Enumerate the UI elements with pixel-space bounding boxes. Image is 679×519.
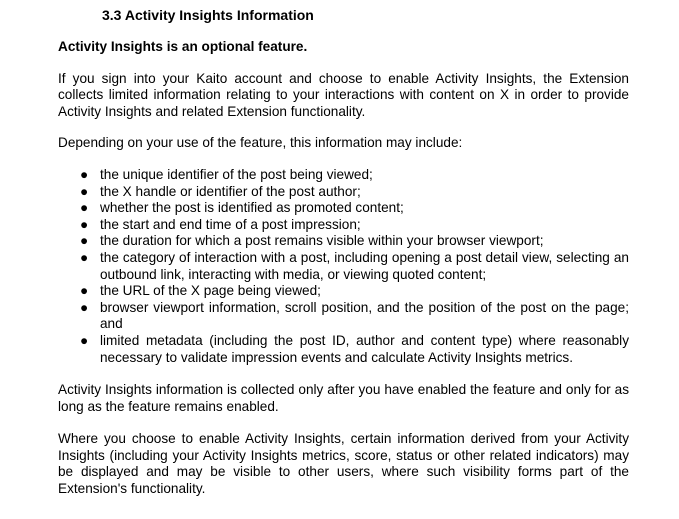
bullet-icon: ● <box>80 200 89 216</box>
bullet-icon: ● <box>80 249 89 265</box>
list-item <box>58 233 629 250</box>
document-page <box>58 0 629 498</box>
bullet-icon: ● <box>80 332 89 348</box>
list-item <box>58 283 629 300</box>
list-item-text: the unique identifier of the post being viewed; <box>100 166 373 182</box>
list-item-text: limited metadata (including the post ID, author and content type) where reasonably necessary to validate impression events and calculate Activity Insights metrics. <box>100 332 629 365</box>
list-item-text: the category of interaction with a post, including opening a post detail view, selecting an outbound link, interacting with media, or viewing quoted content; <box>100 249 629 282</box>
list-item <box>58 333 629 366</box>
list-item-text: the duration for which a post remains visible within your browser viewport; <box>100 233 544 249</box>
bullet-icon: ● <box>80 299 89 315</box>
section-lead: Activity Insights is an optional feature. <box>58 39 308 54</box>
list-item <box>58 167 629 184</box>
paragraph-visibility: Where you choose to enable Activity Insights, certain information derived from your Activity Insights (including your Activity Insights metrics, score, status or other related indicators) may be displayed and may be visible to other users, where such visibility forms part of the Extension's functionality. <box>58 431 629 497</box>
list-item-text: whether the post is identified as promoted content; <box>100 200 404 216</box>
bullet-icon: ● <box>80 216 89 232</box>
list-item <box>58 217 629 234</box>
section-heading: 3.3 Activity Insights Information <box>102 7 314 23</box>
list-item-text: the X handle or identifier of the post author; <box>100 183 361 199</box>
list-item-text: the URL of the X page being viewed; <box>100 283 321 299</box>
list-item-text: browser viewport information, scroll position, and the position of the post on the page; and <box>100 299 629 332</box>
list-item <box>58 184 629 201</box>
paragraph-collection-period: Activity Insights information is collected only after you have enabled the feature and only for as long as the feature remains enabled. <box>58 382 629 414</box>
paragraph-sign-in: If you sign into your Kaito account and choose to enable Activity Insights, the Extension collects limited information relating to your interactions with content on X in order to provide Activity Insights and related Extension functionality. <box>58 70 629 119</box>
list-item <box>58 250 629 283</box>
bullet-icon: ● <box>80 233 89 249</box>
bullet-icon: ● <box>80 183 89 199</box>
information-list <box>58 167 629 366</box>
list-item <box>58 300 629 333</box>
bullet-icon: ● <box>80 166 89 182</box>
paragraph-may-include: Depending on your use of the feature, this information may include: <box>58 135 463 151</box>
list-item <box>58 200 629 217</box>
list-item-text: the start and end time of a post impression; <box>100 216 361 232</box>
bullet-icon: ● <box>80 283 89 299</box>
